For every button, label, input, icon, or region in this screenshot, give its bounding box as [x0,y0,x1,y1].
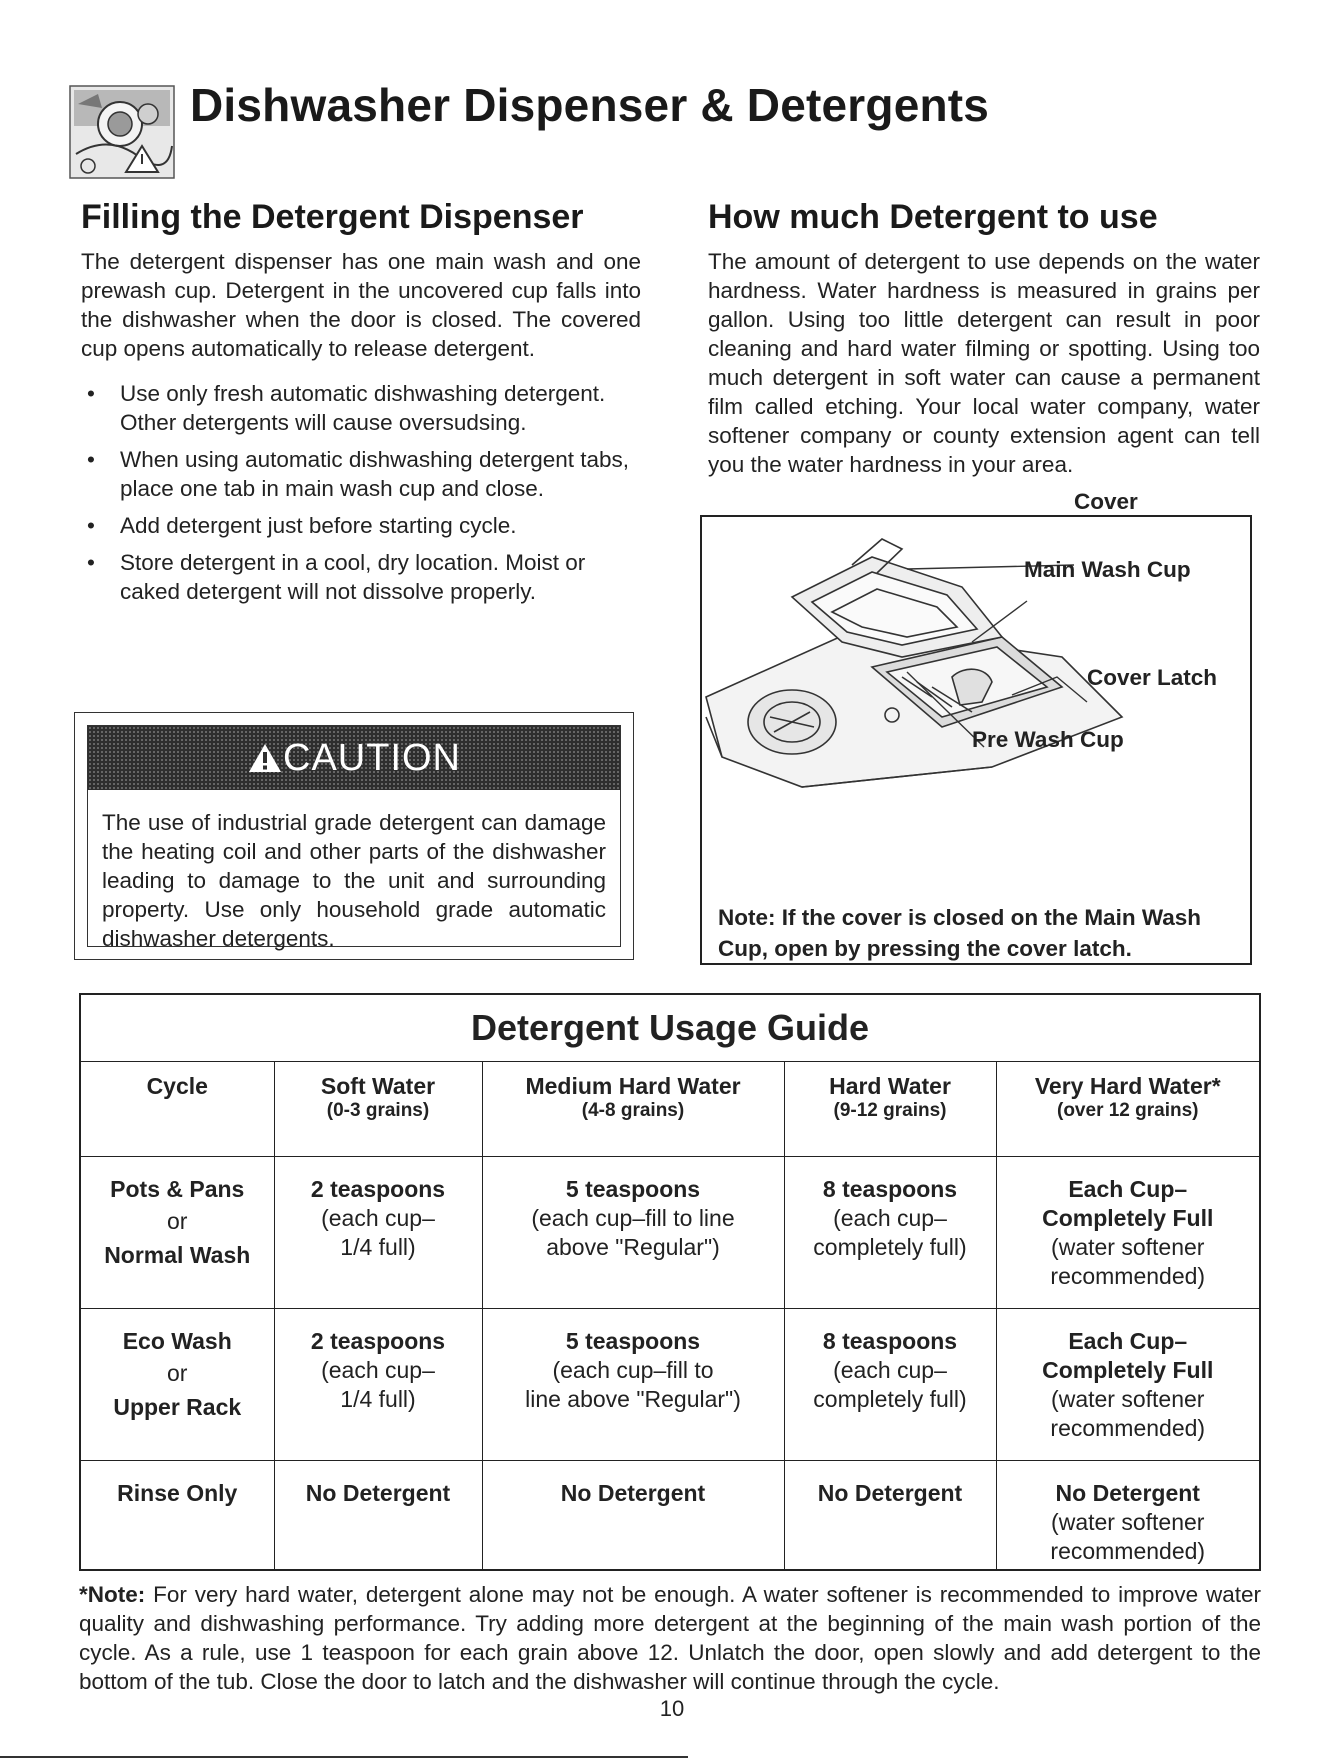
bullet-dot: • [87,513,95,538]
warning-triangle-icon [247,742,283,774]
list-item: • Store detergent in a cool, dry location. Moist or caked detergent will not dissolve properly. [81,548,641,606]
bullet-dot: • [87,381,95,406]
column-header: Hard Water (9-12 grains) [784,1062,996,1157]
table-row [80,1309,1260,1461]
figure-label-main-wash-cup: Main Wash Cup [1024,557,1191,582]
table-cell: 5 teaspoons (each cup–fill to line above "Regular") [482,1157,784,1309]
column-header: Very Hard Water* (over 12 grains) [996,1062,1260,1157]
table-cell: Each Cup– Completely Full (water softener recommended) [996,1309,1260,1461]
caution-text: The use of industrial grade detergent can damage the heating coil and other parts of the dishwasher leading to damage to the unit and surrounding property. Use only household grade automatic dishwasher detergents. [102,810,606,951]
table-title: Detergent Usage Guide [80,994,1260,1062]
detergent-usage-guide-table [79,993,1261,1571]
footnote-text: For very hard water, detergent alone may not be enough. A water softener is recommended to improve water quality and dishwashing performance. Try adding more detergent at the beginning of the main wash portion of the cycle. As a rule, use 1 teaspoon for each grain above 12. Unlatch the door, open slowly and add detergent to the bottom of the tub. Close the door to latch and the dishwasher will continue through the cycle. [79,1582,1261,1694]
cycle-cell: Rinse Only [80,1461,274,1571]
figure-label-cover: Cover [1074,489,1138,514]
table-cell: Each Cup– Completely Full (water softener recommended) [996,1157,1260,1309]
caution-banner [88,726,620,790]
filling-intro: The detergent dispenser has one main wash and one prewash cup. Detergent in the uncovered cup falls into the dishwasher when the door is closed. The covered cup opens automatically to release detergent. [81,249,641,361]
how-much-text: The amount of detergent to use depends on the water hardness. Water hardness is measured in grains per gallon. Using too little detergent can result in poor cleaning and hard water filming or spotting. Using too much detergent in soft water can cause a permanent film called etching. Your local water company, water softener company or county extension agent can tell you the water hardness in your area. [708,249,1260,477]
how-much-heading: How much Detergent to use [708,198,1158,236]
how-much-section [708,198,1260,479]
cycle-cell: Eco Wash or Upper Rack [80,1309,274,1461]
table-header-row [80,1062,1260,1157]
table-cell: 8 teaspoons (each cup– completely full) [784,1157,996,1309]
caution-box [74,712,634,960]
column-header: Medium Hard Water (4-8 grains) [482,1062,784,1157]
table-cell: 5 teaspoons (each cup–fill to line above "Regular") [482,1309,784,1461]
filling-section [81,198,641,614]
page-number: 10 [659,1696,685,1721]
footnote-label: *Note: [79,1582,146,1607]
bullet-dot: • [87,550,95,575]
table-row [80,1461,1260,1571]
figure-label-pre-wash-cup: Pre Wash Cup [972,727,1124,752]
table-cell: No Detergent [274,1461,482,1571]
list-item: • When using automatic dishwashing detergent tabs, place one tab in main wash cup and close. [81,445,641,503]
table-cell: 2 teaspoons (each cup– 1/4 full) [274,1309,482,1461]
column-header: Soft Water (0-3 grains) [274,1062,482,1157]
filling-heading: Filling the Detergent Dispenser [81,198,584,236]
cycle-cell: Pots & Pans or Normal Wash [80,1157,274,1309]
table-row [80,1157,1260,1309]
column-header: Cycle [80,1062,274,1157]
figure-label-cover-latch: Cover Latch [1087,665,1218,690]
footnote [79,1580,1261,1696]
page-title: Dishwasher Dispenser & Detergents [190,79,990,131]
filling-bullet-list [81,379,641,606]
table-cell: 2 teaspoons (each cup– 1/4 full) [274,1157,482,1309]
bottom-divider [0,1756,688,1758]
table-cell: No Detergent (water softener recommended) [996,1461,1260,1571]
list-item: • Add detergent just before starting cycle. [81,511,641,540]
list-item: • Use only fresh automatic dishwashing detergent. Other detergents will cause oversudsing. [81,379,641,437]
bullet-dot: • [87,447,95,472]
dishwasher-dispenser-icon [68,84,176,180]
table-cell: No Detergent [784,1461,996,1571]
caution-label: CAUTION [283,736,461,779]
table-cell: No Detergent [482,1461,784,1571]
table-cell: 8 teaspoons (each cup– completely full) [784,1309,996,1461]
dispenser-figure [700,489,1252,965]
figure-note: Note: If the cover is closed on the Main Wash Cup, open by pressing the cover latch. [718,905,1201,961]
